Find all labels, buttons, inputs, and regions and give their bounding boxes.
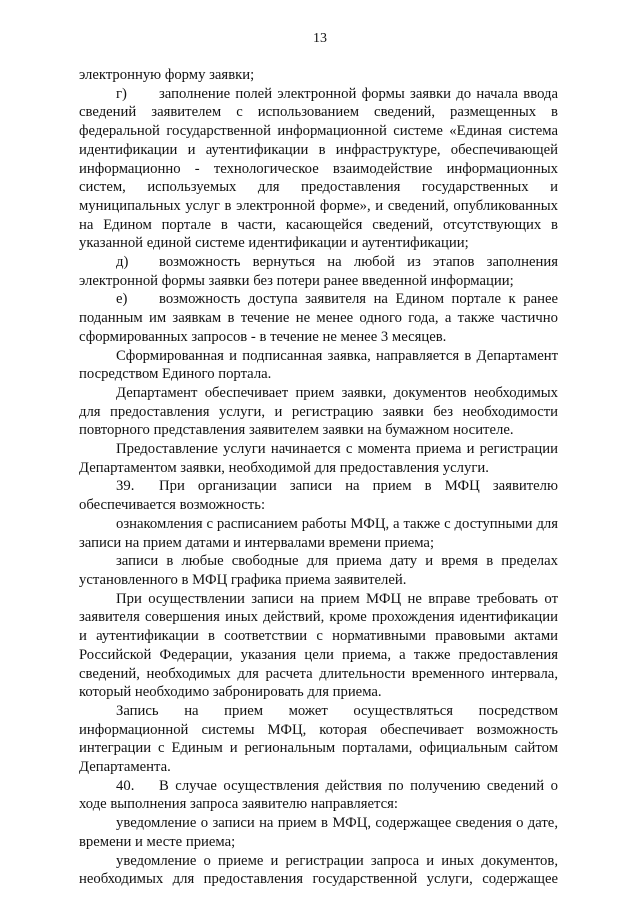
paragraph: Департамент обеспечивает прием заявки, документов необходимых для предоставления услуги, и регистрацию заявки без необходимости повторного представления заявителем заявки на бумажном носителе. <box>79 384 558 439</box>
paragraph: Сформированная и подписанная заявка, направляется в Департамент посредством Единого портала. <box>79 347 558 383</box>
paragraph: электронную форму заявки; <box>79 67 255 83</box>
paragraph: Предоставление услуги начинается с момента приема и регистрации Департаментом заявки, необходимой для предоставления услуги. <box>79 441 558 476</box>
list-item <box>79 85 558 253</box>
list-item-first-line <box>79 777 558 796</box>
list-item-text: заполнение полей электронной формы заявки до начала ввода <box>159 85 558 102</box>
list-item-text: В случае осуществления действия по получению сведений о <box>159 777 558 794</box>
list-item-continuation: электронной формы заявки без потери ранее введенной информации; <box>79 272 514 289</box>
list-item-marker: 40. <box>116 777 135 794</box>
list-item-continuation: ходе выполнения запроса заявителю направляется: <box>79 796 398 813</box>
paragraph: уведомление о приеме и регистрации запроса и иных документов, необходимых для предоставления государственной услуги, содержащее <box>79 852 558 888</box>
list-item-continuation: обеспечивается возможность: <box>79 497 266 514</box>
paragraph: Запись на прием может осуществляться посредством информационной системы МФЦ, которая обеспечивает возможность интеграции с Единым и региональным порталами, официальным сайтом Департамента. <box>79 702 558 776</box>
list-item-text: При организации записи на прием в МФЦ заявителю <box>159 478 558 495</box>
list-item-first-line <box>79 290 558 309</box>
list-item-first-line <box>79 477 558 496</box>
list-item-text: возможность доступа заявителя на Едином портале к ранее <box>159 291 558 308</box>
paragraph: ознакомления с расписанием работы МФЦ, а также с доступными для записи на прием датами и интервалами времени приема; <box>79 515 558 551</box>
list-item-first-line <box>79 253 558 272</box>
list-item-marker: д) <box>116 254 129 271</box>
list-item-marker: 39. <box>116 478 135 495</box>
list-item-marker: е) <box>116 291 128 308</box>
list-item <box>79 253 558 290</box>
paragraph: записи в любые свободные для приема дату и время в пределах установленного в МФЦ графика приема заявителей. <box>79 553 558 588</box>
list-item-continuation: сведений заявителем с использованием сведений, размещенных в федеральной государственной информационной системе «Единая система идентификации и аутентификации в инфраструктуре, обеспечивающей информационно - технологическое взаимодействие информационных систем, используемых для предоставления государственных и муниципальных услуг в электронной форме», и сведений, опубликованных на Едином портале в части, касающейся сведений, отсутствующих в указанной единой системе идентификации и аутентификации; <box>79 104 558 252</box>
list-item-first-line <box>79 85 558 104</box>
document-body <box>79 66 558 889</box>
paragraph: При осуществлении записи на прием МФЦ не вправе требовать от заявителя совершения иных действий, кроме прохождения идентификации и аутентификации в соответствии с нормативными правовыми актами Российской Федерации, указания цели приема, а также предоставления сведений, необходимых для расчета длительности временного интервала, который необходимо забронировать для приема. <box>79 590 558 701</box>
list-item-marker: г) <box>116 85 127 102</box>
paragraph: уведомление о записи на прием в МФЦ, содержащее сведения о дате, времени и месте приема; <box>79 815 558 850</box>
list-item <box>79 777 558 814</box>
list-item-text: возможность вернуться на любой из этапов заполнения <box>159 254 558 271</box>
list-item <box>79 290 558 346</box>
page-number: 13 <box>313 31 327 46</box>
list-item <box>79 477 558 514</box>
list-item-continuation: поданным им заявкам в течение не менее одного года, а также частично сформированных запросов - в течение не менее 3 месяцев. <box>79 310 558 345</box>
